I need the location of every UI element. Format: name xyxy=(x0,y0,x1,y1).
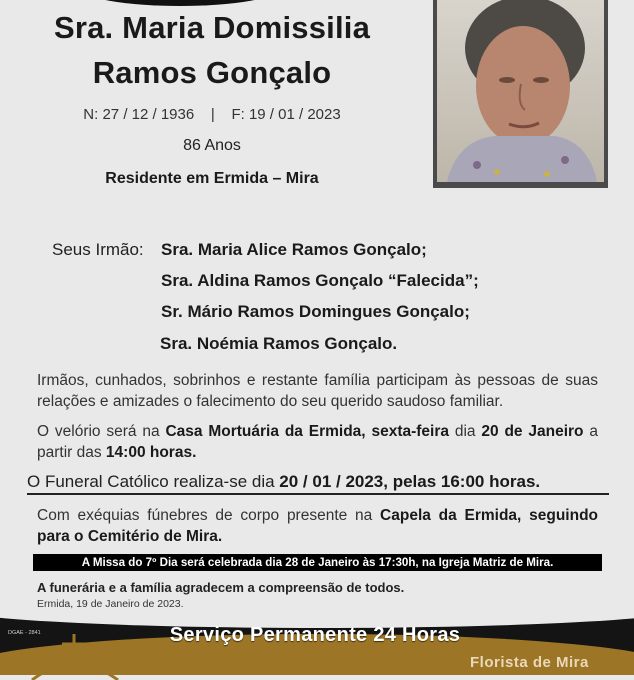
residence: Residente em Ermida – Mira xyxy=(105,170,319,187)
burial-details: Com exéquias fúnebres de corpo presente na Capela da Ermida, seguindo para o Cemitério de Mira. xyxy=(37,507,599,545)
wake-place: Casa Mortuária da Ermida xyxy=(165,423,362,440)
burial-place: Capela da Ermida, seguindo para o Cemitério de Mira xyxy=(37,507,599,545)
service-banner: Serviço Permanente 24 Horas xyxy=(169,624,461,646)
wake-details: O velório será na Casa Mortuária da Ermida, sexta-feira dia 20 de Janeiro a partir das 14:00 horas. xyxy=(37,423,598,461)
sibling-name: Sra. Aldina Ramos Gonçalo “Falecida”; xyxy=(161,271,479,290)
deceased-photo xyxy=(433,0,608,188)
funeral-date-time: 20 / 01 / 2023, pelas 16:00 horas. xyxy=(279,472,541,491)
sibling-name: Sra. Maria Alice Ramos Gonçalo; xyxy=(161,240,427,259)
deceased-name-line2: Ramos Gonçalo xyxy=(92,55,332,90)
siblings-label: Seus Irmão: xyxy=(52,240,144,259)
wake-date: 20 de Janeiro xyxy=(481,423,584,440)
cross-logo-icon xyxy=(22,630,132,680)
sibling-name: Sra. Noémia Ramos Gonçalo. xyxy=(160,334,398,353)
wake-day: sexta-feira xyxy=(371,423,449,440)
sibling-name: Sr. Mário Ramos Domingues Gonçalo; xyxy=(161,302,470,321)
florist-name: Florista de Mira xyxy=(470,654,589,671)
portrait-image xyxy=(437,0,604,182)
mass-notice: A Missa do 7º Dia será celebrada dia 28 de Janeiro às 17:30h, na Igreja Matriz de Mira. xyxy=(33,554,602,571)
thanks-message: A funerária e a família agradecem a compreensão de todos. xyxy=(37,580,405,595)
birth-death-dates: N: 27 / 12 / 1936 | F: 19 / 01 / 2023 xyxy=(83,106,341,123)
family-announcement: Irmãos, cunhados, sobrinhos e restante família participam às pessoas de suas relações e amizades o falecimento do seu querido saudoso familiar. xyxy=(37,372,598,410)
wake-time: 14:00 horas xyxy=(105,444,193,461)
age: 86 Anos xyxy=(183,137,241,154)
license-code: DGAE - 2841 xyxy=(8,630,41,636)
deceased-name-line1: Sra. Maria Domissilia xyxy=(53,10,371,45)
place-date: Ermida, 19 de Janeiro de 2023. xyxy=(37,598,184,610)
funeral-details: O Funeral Católico realiza-se dia 20 / 01 / 2023, pelas 16:00 horas. xyxy=(27,472,609,495)
